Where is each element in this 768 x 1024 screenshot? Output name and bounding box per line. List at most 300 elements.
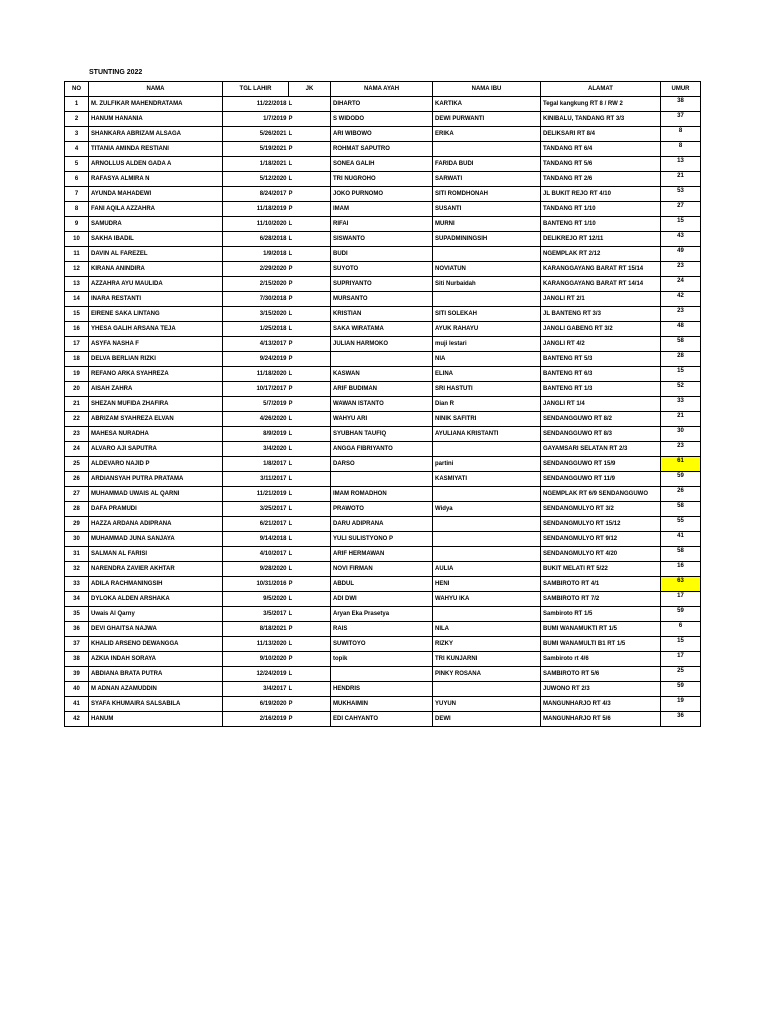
age-cell: 59 xyxy=(661,682,701,697)
table-row xyxy=(65,217,701,232)
row-number-cell: 19 xyxy=(65,367,89,382)
row-number-cell: 13 xyxy=(65,277,89,292)
child-name-cell: HANUM xyxy=(89,712,223,727)
father-name-cell: SUPRIYANTO xyxy=(331,277,433,292)
address-cell: JL BANTENG RT 3/3 xyxy=(541,307,661,322)
child-name-cell: KIRANA ANINDIRA xyxy=(89,262,223,277)
gender-cell: L xyxy=(289,97,331,112)
age-cell: 15 xyxy=(661,217,701,232)
row-number-cell: 28 xyxy=(65,502,89,517)
father-name-cell: ABDUL xyxy=(331,577,433,592)
row-number-cell: 27 xyxy=(65,487,89,502)
address-cell: MANGUNHARJO RT 4/3 xyxy=(541,697,661,712)
age-cell: 33 xyxy=(661,397,701,412)
father-name-cell: Aryan Eka Prasetya xyxy=(331,607,433,622)
child-name-cell: KHALID ARSENO DEWANGGA xyxy=(89,637,223,652)
age-cell: 6 xyxy=(661,622,701,637)
child-name-cell: DAVIN AL FAREZEL xyxy=(89,247,223,262)
mother-name-cell xyxy=(433,532,541,547)
age-cell: 59 xyxy=(661,472,701,487)
address-cell: SENDANGGUWO RT 8/3 xyxy=(541,427,661,442)
gender-cell: L xyxy=(289,517,331,532)
father-name-cell xyxy=(331,352,433,367)
address-cell: JL BUKIT REJO RT 4/10 xyxy=(541,187,661,202)
father-name-cell: MURSANTO xyxy=(331,292,433,307)
row-number-cell: 23 xyxy=(65,427,89,442)
row-number-cell: 6 xyxy=(65,172,89,187)
birth-date-cell: 6/21/2017 xyxy=(223,517,289,532)
gender-cell: P xyxy=(289,712,331,727)
row-number-cell: 34 xyxy=(65,592,89,607)
table-row xyxy=(65,97,701,112)
father-name-cell: ADI DWI xyxy=(331,592,433,607)
father-name-cell: S WIDODO xyxy=(331,112,433,127)
birth-date-cell: 2/29/2020 xyxy=(223,262,289,277)
address-cell: Tegal kangkung RT 8 / RW 2 xyxy=(541,97,661,112)
header-row xyxy=(65,82,701,97)
father-name-cell: DARU ADIPRANA xyxy=(331,517,433,532)
table-row xyxy=(65,592,701,607)
father-name-cell: NOVI FIRMAN xyxy=(331,562,433,577)
age-cell: 15 xyxy=(661,367,701,382)
gender-cell: P xyxy=(289,382,331,397)
table-row xyxy=(65,307,701,322)
father-name-cell: SONEA GALIH xyxy=(331,157,433,172)
age-cell: 27 xyxy=(661,202,701,217)
gender-cell: P xyxy=(289,397,331,412)
address-cell: SENDANGGUWO RT 8/2 xyxy=(541,412,661,427)
header-nama: NAMA xyxy=(89,82,223,97)
table-row xyxy=(65,457,701,472)
birth-date-cell: 3/4/2020 xyxy=(223,442,289,457)
sheet-title: STUNTING 2022 xyxy=(89,69,143,76)
gender-cell: P xyxy=(289,262,331,277)
row-number-cell: 4 xyxy=(65,142,89,157)
address-cell: NGEMPLAK RT 6/9 SENDANGGUWO xyxy=(541,487,661,502)
age-cell: 8 xyxy=(661,142,701,157)
row-number-cell: 41 xyxy=(65,697,89,712)
birth-date-cell: 1/8/2017 xyxy=(223,457,289,472)
child-name-cell: DELVA BERLIAN RIZKI xyxy=(89,352,223,367)
child-name-cell: YHESA GALIH ARSANA TEJA xyxy=(89,322,223,337)
gender-cell: P xyxy=(289,577,331,592)
row-number-cell: 40 xyxy=(65,682,89,697)
age-cell: 30 xyxy=(661,427,701,442)
child-name-cell: ARNOLLUS ALDEN GADA A xyxy=(89,157,223,172)
table-row xyxy=(65,127,701,142)
address-cell: JANGLI RT 2/1 xyxy=(541,292,661,307)
address-cell: SAMBIROTO RT 5/6 xyxy=(541,667,661,682)
gender-cell: L xyxy=(289,502,331,517)
mother-name-cell: NILA xyxy=(433,622,541,637)
row-number-cell: 14 xyxy=(65,292,89,307)
mother-name-cell xyxy=(433,517,541,532)
birth-date-cell: 11/10/2020 xyxy=(223,217,289,232)
birth-date-cell: 6/28/2018 xyxy=(223,232,289,247)
row-number-cell: 7 xyxy=(65,187,89,202)
data-table xyxy=(64,81,701,727)
father-name-cell: ARIF BUDIMAN xyxy=(331,382,433,397)
age-cell: 58 xyxy=(661,547,701,562)
row-number-cell: 36 xyxy=(65,622,89,637)
child-name-cell: SAKHA IBADIL xyxy=(89,232,223,247)
birth-date-cell: 4/13/2017 xyxy=(223,337,289,352)
table-row xyxy=(65,427,701,442)
birth-date-cell: 9/5/2020 xyxy=(223,592,289,607)
row-number-cell: 22 xyxy=(65,412,89,427)
address-cell: TANDANG RT 5/6 xyxy=(541,157,661,172)
mother-name-cell xyxy=(433,142,541,157)
gender-cell: L xyxy=(289,487,331,502)
father-name-cell: SUYOTO xyxy=(331,262,433,277)
table-row xyxy=(65,517,701,532)
gender-cell: L xyxy=(289,637,331,652)
child-name-cell: ABRIZAM SYAHREZA ELVAN xyxy=(89,412,223,427)
father-name-cell: DARSO xyxy=(331,457,433,472)
table-row xyxy=(65,487,701,502)
row-number-cell: 16 xyxy=(65,322,89,337)
child-name-cell: ARDIANSYAH PUTRA PRATAMA xyxy=(89,472,223,487)
birth-date-cell: 5/12/2020 xyxy=(223,172,289,187)
mother-name-cell: RIZKY xyxy=(433,637,541,652)
address-cell: BANTENG RT 1/3 xyxy=(541,382,661,397)
birth-date-cell: 3/15/2020 xyxy=(223,307,289,322)
gender-cell: L xyxy=(289,532,331,547)
table-row xyxy=(65,352,701,367)
row-number-cell: 10 xyxy=(65,232,89,247)
row-number-cell: 32 xyxy=(65,562,89,577)
child-name-cell: RAFASYA ALMIRA N xyxy=(89,172,223,187)
mother-name-cell: HENI xyxy=(433,577,541,592)
age-cell: 58 xyxy=(661,502,701,517)
mother-name-cell: ERIKA xyxy=(433,127,541,142)
header-nama-ayah: NAMA AYAH xyxy=(331,82,433,97)
table-row xyxy=(65,502,701,517)
age-cell: 23 xyxy=(661,307,701,322)
row-number-cell: 31 xyxy=(65,547,89,562)
row-number-cell: 26 xyxy=(65,472,89,487)
header-tgl-lahir: TGL LAHIR xyxy=(223,82,289,97)
table-row xyxy=(65,682,701,697)
father-name-cell: topik xyxy=(331,652,433,667)
birth-date-cell: 11/18/2020 xyxy=(223,367,289,382)
table-row xyxy=(65,667,701,682)
father-name-cell: EDI CAHYANTO xyxy=(331,712,433,727)
mother-name-cell xyxy=(433,547,541,562)
age-cell: 37 xyxy=(661,112,701,127)
mother-name-cell: AULIA xyxy=(433,562,541,577)
gender-cell: L xyxy=(289,607,331,622)
header-umur: UMUR xyxy=(661,82,701,97)
address-cell: TANDANG RT 2/6 xyxy=(541,172,661,187)
age-cell: 52 xyxy=(661,382,701,397)
birth-date-cell: 5/26/2021 xyxy=(223,127,289,142)
gender-cell: L xyxy=(289,562,331,577)
child-name-cell: AZKIA INDAH SORAYA xyxy=(89,652,223,667)
gender-cell: L xyxy=(289,127,331,142)
address-cell: BANTENG RT 1/10 xyxy=(541,217,661,232)
father-name-cell: IMAM ROMADHON xyxy=(331,487,433,502)
gender-cell: P xyxy=(289,292,331,307)
gender-cell: L xyxy=(289,232,331,247)
child-name-cell: HAZZA ARDANA ADIPRANA xyxy=(89,517,223,532)
table-row xyxy=(65,697,701,712)
header-nama-ibu: NAMA IBU xyxy=(433,82,541,97)
table-row xyxy=(65,442,701,457)
mother-name-cell: muji lestari xyxy=(433,337,541,352)
father-name-cell: YULI SULISTYONO P xyxy=(331,532,433,547)
father-name-cell: KASWAN xyxy=(331,367,433,382)
row-number-cell: 11 xyxy=(65,247,89,262)
address-cell: SENDANGMULYO RT 4/20 xyxy=(541,547,661,562)
address-cell: BANTENG RT 6/3 xyxy=(541,367,661,382)
mother-name-cell: PINKY ROSANA xyxy=(433,667,541,682)
row-number-cell: 38 xyxy=(65,652,89,667)
gender-cell: L xyxy=(289,322,331,337)
mother-name-cell: Siti Nurbaidah xyxy=(433,277,541,292)
age-cell: 28 xyxy=(661,352,701,367)
address-cell: BUMI WANAMUKTI RT 1/5 xyxy=(541,622,661,637)
gender-cell: L xyxy=(289,307,331,322)
child-name-cell: FANI AQILA AZZAHRA xyxy=(89,202,223,217)
address-cell: BUMI WANAMULTI B1 RT 1/5 xyxy=(541,637,661,652)
address-cell: GAYAMSARI SELATAN RT 2/3 xyxy=(541,442,661,457)
mother-name-cell: KARTIKA xyxy=(433,97,541,112)
address-cell: JUWONO RT 2/3 xyxy=(541,682,661,697)
row-number-cell: 29 xyxy=(65,517,89,532)
mother-name-cell xyxy=(433,247,541,262)
table-row xyxy=(65,187,701,202)
age-cell: 36 xyxy=(661,712,701,727)
child-name-cell: M. ZULFIKAR MAHENDRATAMA xyxy=(89,97,223,112)
birth-date-cell: 9/10/2020 xyxy=(223,652,289,667)
mother-name-cell xyxy=(433,607,541,622)
birth-date-cell: 6/19/2020 xyxy=(223,697,289,712)
mother-name-cell: NINIK SAFITRI xyxy=(433,412,541,427)
mother-name-cell xyxy=(433,292,541,307)
age-cell: 15 xyxy=(661,637,701,652)
father-name-cell: KRISTIAN xyxy=(331,307,433,322)
mother-name-cell: NIA xyxy=(433,352,541,367)
row-number-cell: 18 xyxy=(65,352,89,367)
table-row xyxy=(65,292,701,307)
age-cell: 8 xyxy=(661,127,701,142)
father-name-cell: SISWANTO xyxy=(331,232,433,247)
father-name-cell: RIFAI xyxy=(331,217,433,232)
birth-date-cell: 11/13/2020 xyxy=(223,637,289,652)
birth-date-cell: 12/24/2019 xyxy=(223,667,289,682)
table-row xyxy=(65,607,701,622)
mother-name-cell: SITI ROMDHONAH xyxy=(433,187,541,202)
gender-cell: L xyxy=(289,592,331,607)
birth-date-cell: 9/24/2019 xyxy=(223,352,289,367)
gender-cell: P xyxy=(289,622,331,637)
gender-cell: L xyxy=(289,412,331,427)
father-name-cell: WAWAN ISTANTO xyxy=(331,397,433,412)
header-alamat: ALAMAT xyxy=(541,82,661,97)
child-name-cell: NARENDRA ZAVIER AKHTAR xyxy=(89,562,223,577)
birth-date-cell: 9/28/2020 xyxy=(223,562,289,577)
age-cell: 23 xyxy=(661,442,701,457)
row-number-cell: 37 xyxy=(65,637,89,652)
table-row xyxy=(65,277,701,292)
father-name-cell: ROHMAT SAPUTRO xyxy=(331,142,433,157)
mother-name-cell: SRI HASTUTI xyxy=(433,382,541,397)
address-cell: JANGLI GABENG RT 3/2 xyxy=(541,322,661,337)
child-name-cell: ADILA RACHMANINGSIH xyxy=(89,577,223,592)
table-row xyxy=(65,412,701,427)
child-name-cell: AZZAHRA AYU MAULIDA xyxy=(89,277,223,292)
father-name-cell: DIHARTO xyxy=(331,97,433,112)
birth-date-cell: 11/21/2019 xyxy=(223,487,289,502)
birth-date-cell: 3/5/2017 xyxy=(223,607,289,622)
father-name-cell xyxy=(331,667,433,682)
mother-name-cell xyxy=(433,682,541,697)
address-cell: Sambiroto RT 1/5 xyxy=(541,607,661,622)
birth-date-cell: 7/30/2018 xyxy=(223,292,289,307)
father-name-cell: JULIAN HARMOKO xyxy=(331,337,433,352)
gender-cell: P xyxy=(289,337,331,352)
header-no: NO xyxy=(65,82,89,97)
age-cell: 17 xyxy=(661,592,701,607)
table-row xyxy=(65,172,701,187)
birth-date-cell: 11/22/2018 xyxy=(223,97,289,112)
table-row xyxy=(65,712,701,727)
birth-date-cell: 1/7/2019 xyxy=(223,112,289,127)
child-name-cell: SHANKARA ABRIZAM ALSAGA xyxy=(89,127,223,142)
child-name-cell: ASYFA NASHA F xyxy=(89,337,223,352)
table-row xyxy=(65,397,701,412)
mother-name-cell: SUSANTI xyxy=(433,202,541,217)
birth-date-cell: 11/18/2019 xyxy=(223,202,289,217)
mother-name-cell: NOVIATUN xyxy=(433,262,541,277)
address-cell: SENDANGGUWO RT 15/9 xyxy=(541,457,661,472)
child-name-cell: ABDIANA BRATA PUTRA xyxy=(89,667,223,682)
father-name-cell: ARIF HERMAWAN xyxy=(331,547,433,562)
header-jk: JK xyxy=(289,82,331,97)
gender-cell: P xyxy=(289,142,331,157)
row-number-cell: 39 xyxy=(65,667,89,682)
table-row xyxy=(65,367,701,382)
row-number-cell: 42 xyxy=(65,712,89,727)
address-cell: SAMBIROTO RT 7/2 xyxy=(541,592,661,607)
row-number-cell: 5 xyxy=(65,157,89,172)
birth-date-cell: 1/25/2018 xyxy=(223,322,289,337)
table-row xyxy=(65,262,701,277)
gender-cell: L xyxy=(289,472,331,487)
gender-cell: L xyxy=(289,442,331,457)
address-cell: SENDANGGUWO RT 11/9 xyxy=(541,472,661,487)
row-number-cell: 24 xyxy=(65,442,89,457)
address-cell: DELIKSARI RT 8/4 xyxy=(541,127,661,142)
father-name-cell: ANGGA FIBRIYANTO xyxy=(331,442,433,457)
birth-date-cell: 9/14/2018 xyxy=(223,532,289,547)
mother-name-cell: Dian R xyxy=(433,397,541,412)
father-name-cell: ARI WIBOWO xyxy=(331,127,433,142)
table-row xyxy=(65,337,701,352)
address-cell: Sambiroto rt 4/6 xyxy=(541,652,661,667)
father-name-cell: SAKA WIRATAMA xyxy=(331,322,433,337)
address-cell: DELIKREJO RT 12/11 xyxy=(541,232,661,247)
age-cell: 19 xyxy=(661,697,701,712)
age-cell: 59 xyxy=(661,607,701,622)
table-row xyxy=(65,112,701,127)
father-name-cell: SUWITOYO xyxy=(331,637,433,652)
address-cell: NGEMPLAK RT 2/12 xyxy=(541,247,661,262)
gender-cell: P xyxy=(289,697,331,712)
mother-name-cell: AYUK RAHAYU xyxy=(433,322,541,337)
mother-name-cell xyxy=(433,487,541,502)
mother-name-cell: Widya xyxy=(433,502,541,517)
address-cell: TANDANG RT 1/10 xyxy=(541,202,661,217)
child-name-cell: SYAFA KHUMAIRA SALSABILA xyxy=(89,697,223,712)
age-cell: 58 xyxy=(661,337,701,352)
birth-date-cell: 5/7/2019 xyxy=(223,397,289,412)
address-cell: JANGLI RT 1/4 xyxy=(541,397,661,412)
child-name-cell: DYLOKA ALDEN ARSHAKA xyxy=(89,592,223,607)
gender-cell: L xyxy=(289,217,331,232)
row-number-cell: 20 xyxy=(65,382,89,397)
gender-cell: P xyxy=(289,277,331,292)
age-cell: 63 xyxy=(661,577,701,592)
row-number-cell: 2 xyxy=(65,112,89,127)
mother-name-cell: AYULIANA KRISTANTI xyxy=(433,427,541,442)
father-name-cell: SYUBHAN TAUFIQ xyxy=(331,427,433,442)
gender-cell: P xyxy=(289,652,331,667)
address-cell: BUKIT MELATI RT 5/22 xyxy=(541,562,661,577)
table-row xyxy=(65,232,701,247)
mother-name-cell: FARIDA BUDI xyxy=(433,157,541,172)
address-cell: MANGUNHARJO RT 5/6 xyxy=(541,712,661,727)
birth-date-cell: 5/19/2021 xyxy=(223,142,289,157)
age-cell: 26 xyxy=(661,487,701,502)
birth-date-cell: 8/24/2017 xyxy=(223,187,289,202)
mother-name-cell: partini xyxy=(433,457,541,472)
gender-cell: L xyxy=(289,247,331,262)
row-number-cell: 9 xyxy=(65,217,89,232)
gender-cell: L xyxy=(289,157,331,172)
row-number-cell: 17 xyxy=(65,337,89,352)
child-name-cell: MUHAMMAD JUNA SANJAYA xyxy=(89,532,223,547)
age-cell: 16 xyxy=(661,562,701,577)
address-cell: SAMBIROTO RT 4/1 xyxy=(541,577,661,592)
gender-cell: L xyxy=(289,547,331,562)
gender-cell: L xyxy=(289,172,331,187)
birth-date-cell: 4/26/2020 xyxy=(223,412,289,427)
age-cell: 42 xyxy=(661,292,701,307)
gender-cell: L xyxy=(289,667,331,682)
mother-name-cell: KASMIYATI xyxy=(433,472,541,487)
age-cell: 25 xyxy=(661,667,701,682)
table-row xyxy=(65,322,701,337)
child-name-cell: AISAH ZAHRA xyxy=(89,382,223,397)
mother-name-cell: DEWI PURWANTI xyxy=(433,112,541,127)
table-row xyxy=(65,622,701,637)
child-name-cell: HANUM HANANIA xyxy=(89,112,223,127)
gender-cell: P xyxy=(289,202,331,217)
address-cell: KINIBALU, TANDANG RT 3/3 xyxy=(541,112,661,127)
row-number-cell: 1 xyxy=(65,97,89,112)
gender-cell: L xyxy=(289,367,331,382)
child-name-cell: SHEZAN MUFIDA ZHAFIRA xyxy=(89,397,223,412)
table-row xyxy=(65,532,701,547)
birth-date-cell: 4/10/2017 xyxy=(223,547,289,562)
age-cell: 21 xyxy=(661,412,701,427)
birth-date-cell: 10/17/2017 xyxy=(223,382,289,397)
gender-cell: P xyxy=(289,112,331,127)
father-name-cell: PRAWOTO xyxy=(331,502,433,517)
age-cell: 43 xyxy=(661,232,701,247)
